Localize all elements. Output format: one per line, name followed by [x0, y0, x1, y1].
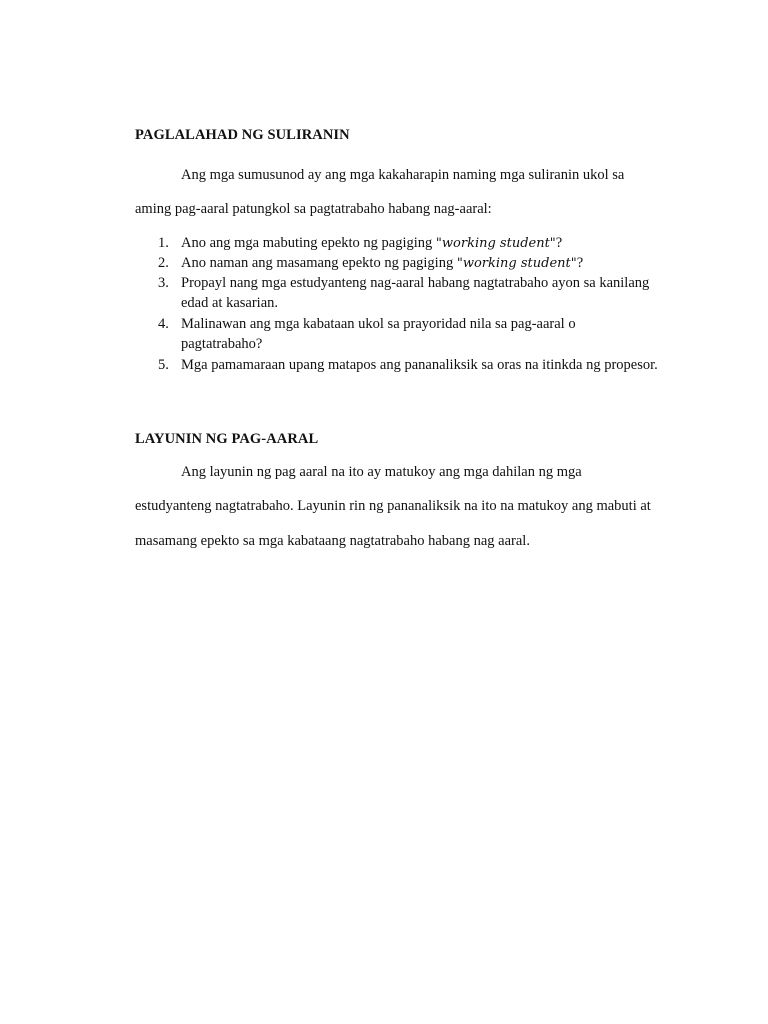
list-item-1-emphasis: "working student" — [435, 236, 556, 251]
list-item-3-line-2: edad at kasarian. — [181, 295, 279, 311]
list-item-1-text: Ano ang mga mabuting epekto ng pagiging — [181, 235, 436, 251]
list-item-4-line-1: Malinawan ang mga kabataan ukol sa prayoridad nila sa pag-aaral o — [181, 316, 576, 332]
list-item-number-4: 4. — [158, 316, 169, 332]
intro-paragraph-line-2: aming pag-aaral patungkol sa pagtatrabaho habang nag-aaral: — [135, 201, 492, 217]
intro-paragraph-line-1: Ang mga sumusunod ay ang mga kakaharapin naming mga suliranin ukol sa — [181, 167, 625, 183]
list-item-1 — [181, 234, 562, 253]
list-item-number-2: 2. — [158, 255, 169, 271]
list-item-number-5: 5. — [158, 357, 169, 373]
list-item-2-emphasis: "working student" — [456, 256, 577, 271]
list-item-number-3: 3. — [158, 275, 169, 291]
section-heading-paglalahad: PAGLALAHAD NG SULIRANIN — [135, 127, 350, 143]
list-item-3-line-1: Propayl nang mga estudyanteng nag-aaral habang nagtatrabaho ayon sa kanilang — [181, 275, 650, 291]
layunin-paragraph-line-1: Ang layunin ng pag aaral na ito ay matukoy ang mga dahilan ng mga — [181, 464, 582, 480]
list-item-2 — [181, 254, 583, 273]
list-item-number-1: 1. — [158, 235, 169, 251]
list-item-1-suffix: ? — [555, 235, 563, 251]
list-item-2-suffix: ? — [576, 255, 584, 271]
layunin-paragraph-line-2: estudyanteng nagtatrabaho. Layunin rin ng pananaliksik na ito na matukoy ang mabuti at — [135, 498, 651, 514]
list-item-2-text: Ano naman ang masamang epekto ng pagiging — [181, 255, 457, 271]
layunin-paragraph-line-3: masamang epekto sa mga kabataang nagtatrabaho habang nag aaral. — [135, 533, 530, 549]
list-item-5-line-1: Mga pamamaraan upang matapos ang pananaliksik sa oras na itinkda ng propesor. — [181, 357, 658, 373]
section-heading-layunin: LAYUNIN NG PAG-AARAL — [135, 431, 319, 447]
list-item-4-line-2: pagtatrabaho? — [181, 336, 263, 352]
